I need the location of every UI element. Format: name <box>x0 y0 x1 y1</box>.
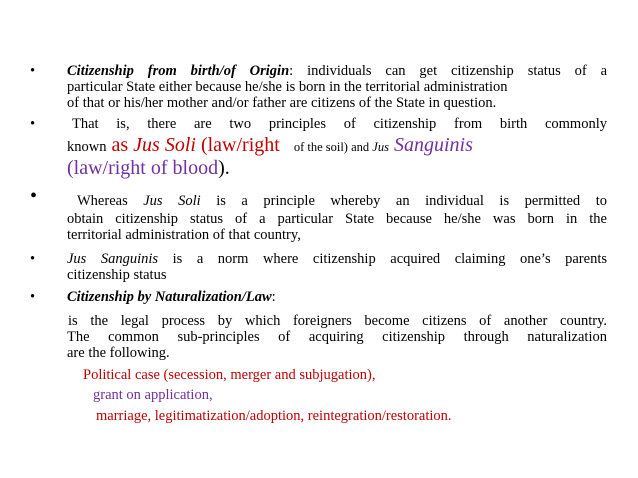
term-jus: Jus <box>372 140 389 154</box>
bullet-marker: • <box>30 185 38 207</box>
bullet-3-line-1 <box>77 193 607 209</box>
sub-item-political: Political case (secession, merger and subjugation), <box>83 367 376 383</box>
bullet-3-line-2: obtain citizenship status of a particular State because he/she was born in the <box>67 211 607 227</box>
bullet-1-line-3: of that or his/her mother and/or father are citizens of the State in question. <box>67 95 497 111</box>
bullet-4-line-1 <box>67 251 607 267</box>
bullet-5-line-1 <box>67 289 607 305</box>
term-sanguinis: Sanguinis <box>388 134 473 156</box>
law-right-blood: (law/right of blood <box>67 157 219 179</box>
sub-item-marriage: marriage, legitimatization/adoption, reintegration/restoration. <box>96 408 452 424</box>
term-naturalization: Citizenship by Naturalization/Law <box>67 289 272 305</box>
bullet-2-line-3 <box>67 157 607 181</box>
term-citizenship-origin: Citizenship from birth/of Origin <box>67 63 290 79</box>
text: is a norm where citizenship acquired claiming one’s parents <box>158 251 607 267</box>
term-jus-soli: Jus Soli <box>133 134 196 156</box>
sub-item-grant: grant on application, <box>93 387 213 403</box>
para-line-1: is the legal process by which foreigners become citizens of another country. <box>68 313 607 329</box>
bullet-marker: • <box>30 251 36 267</box>
bullet-4-line-2: citizenship status <box>67 267 167 283</box>
text: known <box>67 139 107 155</box>
bullet-marker: • <box>30 289 36 305</box>
para-line-3: are the following. <box>67 345 170 361</box>
bullet-1-line-2: particular State either because he/she is born in the territorial administration <box>67 79 508 95</box>
term-jus-soli: Jus Soli <box>143 193 201 209</box>
term-jus-sanguinis: Jus Sanguinis <box>67 251 159 267</box>
text: of the soil) and <box>290 140 373 154</box>
text: individuals can get citizenship status of a <box>293 63 608 79</box>
as-text: as <box>106 134 134 156</box>
para-line-2: The common sub-principles of acquiring citizenship through naturalization <box>67 329 607 345</box>
text: Whereas <box>77 193 144 209</box>
bullet-2-line-2 <box>67 135 607 157</box>
bullet-3-line-3: territorial administration of that country, <box>67 227 301 243</box>
text: is a principle whereby an individual is permitted to <box>200 193 607 209</box>
bullet-1-line-1 <box>67 63 607 79</box>
bullet-marker: • <box>30 116 36 132</box>
law-right-text: (law/right <box>195 134 280 156</box>
colon: : <box>271 289 276 305</box>
text: ). <box>218 157 230 179</box>
colon: : <box>289 63 294 79</box>
bullet-2-line-1: That is, there are two principles of citizenship from birth commonly <box>72 116 607 132</box>
bullet-marker: • <box>30 63 36 79</box>
